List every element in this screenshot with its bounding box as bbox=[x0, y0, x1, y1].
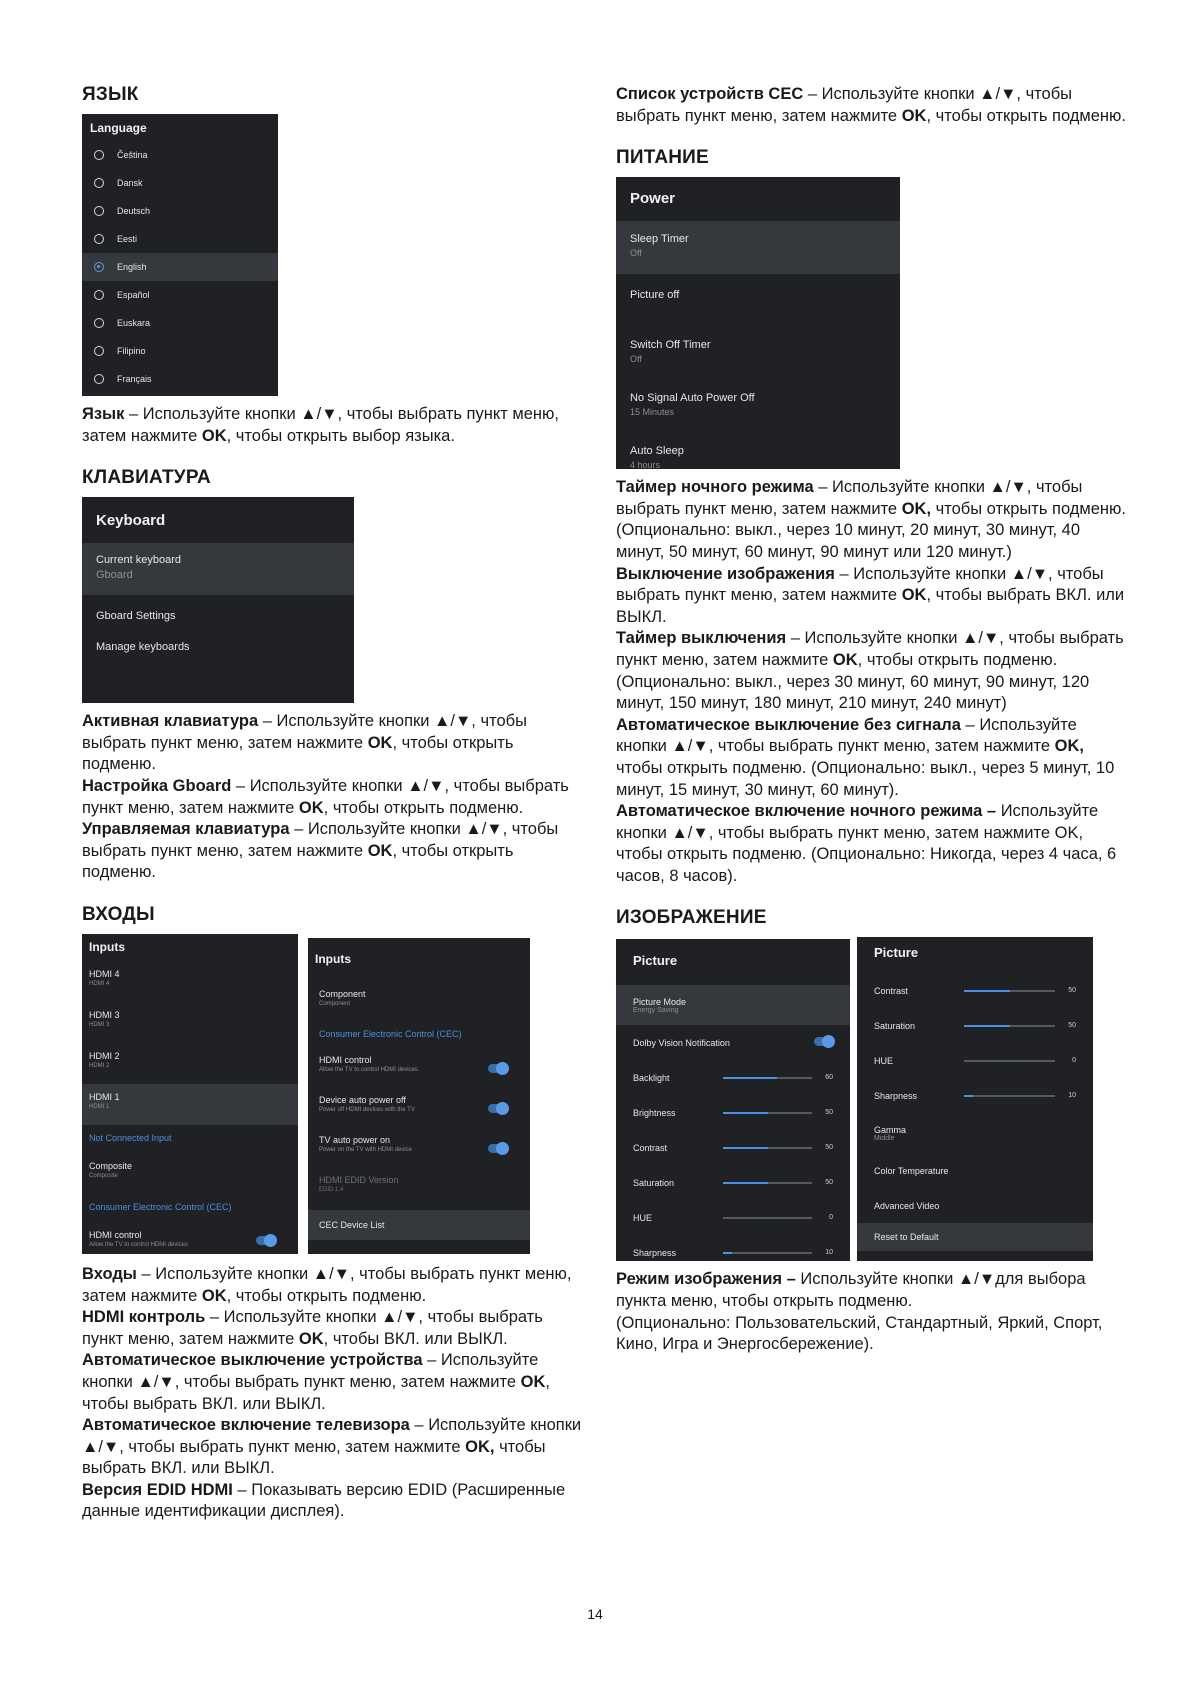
slider-track[interactable] bbox=[723, 1077, 812, 1079]
item-sub: Allow the TV to control HDMI devices bbox=[319, 1066, 418, 1073]
language-option[interactable] bbox=[82, 225, 278, 253]
slider-label: Contrast bbox=[874, 985, 909, 996]
item-sub: Off bbox=[630, 248, 642, 259]
slider-value: 10 bbox=[1068, 1092, 1076, 1100]
keyboard-heading: КЛАВИАТУРА bbox=[82, 467, 211, 489]
reset-default-row[interactable] bbox=[857, 1223, 1093, 1251]
ok-key: OK, bbox=[901, 499, 932, 518]
item-sub: EDID 1.4 bbox=[319, 1186, 344, 1193]
keyboard-section bbox=[82, 467, 582, 884]
term: HDMI контроль bbox=[82, 1308, 206, 1327]
ok-key: OK bbox=[901, 106, 927, 125]
inputs-panel-1 bbox=[82, 934, 298, 1254]
item-label: Dolby Vision Notification bbox=[633, 1037, 730, 1048]
radio-icon bbox=[94, 346, 104, 356]
slider-row[interactable] bbox=[616, 1130, 850, 1165]
text: , чтобы открыть подменю. bbox=[82, 841, 514, 882]
slider-label: Backlight bbox=[633, 1072, 670, 1083]
language-label: Eesti bbox=[117, 234, 138, 244]
radio-icon bbox=[94, 290, 104, 300]
text: , чтобы открыть подменю. bbox=[82, 733, 514, 774]
term: Выключение изображения bbox=[616, 564, 835, 583]
text: , чтобы открыть выбор языка. bbox=[226, 426, 455, 445]
power-item[interactable] bbox=[616, 380, 900, 433]
text: – Используйте кнопки ▲/▼, чтобы выбрать пункт меню, затем нажмите bbox=[82, 1308, 543, 1348]
cec-section bbox=[82, 1194, 298, 1222]
power-panel-title: Power bbox=[630, 190, 676, 208]
input-composite[interactable] bbox=[82, 1153, 298, 1194]
language-label: Español bbox=[117, 290, 150, 300]
keyboard-item-current[interactable] bbox=[82, 543, 354, 595]
term: Язык bbox=[82, 405, 125, 423]
term: Версия EDID HDMI bbox=[82, 1480, 233, 1499]
power-item[interactable] bbox=[616, 327, 900, 380]
text: Используйте кнопки ▲/▼для выбора пункта меню, чтобы открыть подменю. bbox=[616, 1270, 1086, 1311]
text: – Используйте кнопки ▲/▼, чтобы выбрать пункт меню, затем нажмите bbox=[82, 712, 527, 752]
item-sub: Composite bbox=[89, 1172, 118, 1179]
device-auto-off-desc bbox=[82, 1350, 582, 1415]
language-option[interactable] bbox=[82, 197, 278, 225]
term: Входы bbox=[82, 1264, 137, 1283]
auto-sleep-desc bbox=[616, 801, 1126, 887]
item-label: Picture Mode bbox=[633, 996, 687, 1007]
item-label: CEC Device List bbox=[319, 1219, 385, 1230]
toggle-switch[interactable] bbox=[488, 1104, 506, 1113]
switch-off-timer-desc bbox=[616, 628, 1126, 671]
term: Автоматическое включение телевизора bbox=[82, 1416, 410, 1435]
language-option[interactable] bbox=[82, 141, 278, 169]
item-label: HDMI 2 bbox=[89, 1050, 120, 1061]
item-label: Sleep Timer bbox=[630, 233, 689, 246]
ok-key: OK bbox=[901, 586, 927, 605]
power-panel bbox=[616, 177, 900, 469]
slider-label: HUE bbox=[874, 1055, 894, 1066]
item-label: HDMI EDID Version bbox=[319, 1174, 399, 1185]
picture-panel-1 bbox=[616, 939, 850, 1261]
slider-track[interactable] bbox=[723, 1112, 812, 1114]
cec-device-list-row[interactable] bbox=[308, 1210, 530, 1240]
language-option[interactable] bbox=[82, 309, 278, 337]
slider-fill bbox=[723, 1147, 768, 1149]
item-label: Auto Sleep bbox=[630, 445, 684, 458]
section-label: Not Connected Input bbox=[89, 1132, 172, 1143]
picture-section bbox=[616, 907, 1126, 1355]
term: Автоматическое выключение без сигнала bbox=[616, 715, 961, 734]
text: , чтобы открыть подменю. bbox=[926, 106, 1126, 125]
slider-value: 50 bbox=[825, 1179, 833, 1187]
power-item[interactable] bbox=[616, 274, 900, 327]
keyboard-desc-active bbox=[82, 711, 582, 776]
item-label: Component bbox=[319, 988, 366, 999]
item-sub: Allow the TV to control HDMI devices bbox=[89, 1241, 188, 1248]
ok-key: OK bbox=[201, 426, 227, 445]
radio-icon bbox=[94, 178, 104, 188]
language-option[interactable] bbox=[82, 365, 278, 393]
toggle-switch[interactable] bbox=[488, 1144, 506, 1153]
item-label: Gamma bbox=[874, 1124, 907, 1135]
item-label: HDMI 3 bbox=[89, 1009, 120, 1020]
slider-track[interactable] bbox=[723, 1252, 812, 1254]
section-label: Consumer Electronic Control (CEC) bbox=[89, 1201, 232, 1212]
sleep-timer-options: (Опционально: выкл., через 10 минут, 20 минут, 30 минут, 40 минут, 50 минут, 60 минут, 90 минут или 120 минут.) bbox=[616, 521, 1081, 561]
item-label: Current keyboard bbox=[96, 554, 181, 567]
slider-track[interactable] bbox=[964, 1095, 1055, 1097]
toggle-switch[interactable] bbox=[488, 1064, 506, 1073]
language-option[interactable] bbox=[82, 281, 278, 309]
picture-mode-desc bbox=[616, 1269, 1126, 1312]
sleep-timer-desc bbox=[616, 477, 1126, 520]
ok-key: OK, bbox=[465, 1437, 495, 1456]
text: , чтобы открыть подменю. bbox=[857, 650, 1058, 669]
term: Таймер выключения bbox=[616, 629, 787, 648]
slider-row[interactable] bbox=[616, 1200, 850, 1235]
language-label: Euskara bbox=[117, 318, 151, 328]
slider-row[interactable] bbox=[616, 1095, 850, 1130]
language-label: Dansk bbox=[117, 178, 143, 188]
term: Автоматическое включение ночного режима – bbox=[616, 802, 997, 821]
color-temperature-row[interactable] bbox=[857, 1153, 1093, 1188]
slider-track[interactable] bbox=[964, 1060, 1055, 1062]
picture-heading: ИЗОБРАЖЕНИЕ bbox=[616, 907, 767, 929]
text: чтобы открыть подменю. bbox=[931, 499, 1127, 518]
cec-list-desc bbox=[616, 84, 1126, 127]
toggle-switch[interactable] bbox=[814, 1037, 832, 1046]
item-label: Switch Off Timer bbox=[630, 339, 711, 352]
switch-off-timer-options: (Опционально: выкл., через 30 минут, 60 минут, 90 минут, 120 минут, 150 минут, 180 минут, 210 минут, 240 минут) bbox=[616, 672, 1090, 713]
picture-mode-row[interactable] bbox=[616, 985, 850, 1025]
advanced-video-row[interactable] bbox=[857, 1188, 1093, 1223]
slider-row[interactable] bbox=[857, 1043, 1093, 1078]
item-sub: Power off HDMI devices with the TV bbox=[319, 1106, 415, 1113]
power-item[interactable] bbox=[616, 433, 900, 469]
ok-key: OK bbox=[367, 841, 393, 860]
picture-off-desc bbox=[616, 564, 1126, 629]
language-label: Čeština bbox=[117, 150, 148, 160]
input-hdmi-2[interactable] bbox=[82, 1043, 298, 1084]
language-label: Deutsch bbox=[117, 206, 151, 216]
keyboard-item-gboard-settings[interactable] bbox=[82, 595, 354, 634]
language-option[interactable] bbox=[82, 337, 278, 365]
item-sub: 4 hours bbox=[630, 460, 661, 470]
term: Режим изображения – bbox=[616, 1270, 796, 1289]
slider-track[interactable] bbox=[723, 1147, 812, 1149]
slider-fill bbox=[723, 1112, 768, 1114]
radio-icon bbox=[94, 150, 104, 160]
slider-row[interactable] bbox=[616, 1165, 850, 1200]
slider-track[interactable] bbox=[964, 1025, 1055, 1027]
dolby-vision-row[interactable] bbox=[616, 1025, 850, 1060]
gamma-row[interactable] bbox=[857, 1113, 1093, 1153]
slider-fill bbox=[964, 1095, 973, 1097]
radio-icon bbox=[94, 318, 104, 328]
slider-value: 50 bbox=[825, 1109, 833, 1117]
slider-fill bbox=[964, 990, 1010, 992]
text: , чтобы открыть подменю. bbox=[323, 798, 524, 817]
tv-auto-on-desc bbox=[82, 1415, 582, 1480]
keyboard-desc-managed bbox=[82, 819, 582, 884]
radio-icon bbox=[94, 374, 104, 384]
tv-auto-power-on-row[interactable] bbox=[308, 1130, 530, 1170]
radio-icon bbox=[94, 234, 104, 244]
text: – Используйте кнопки ▲/▼, чтобы выбрать пункт меню, затем нажмите bbox=[616, 715, 1077, 756]
text: – Используйте кнопки ▲/▼, чтобы выбрать пункт меню, затем нажмите bbox=[616, 85, 1073, 125]
ok-key: OK, bbox=[1054, 737, 1084, 756]
slider-label: Brightness bbox=[633, 1107, 676, 1118]
language-list bbox=[82, 141, 278, 393]
text: – Используйте кнопки ▲/▼, чтобы выбрать пункт меню, затем нажмите bbox=[616, 564, 1104, 605]
text: – Используйте кнопки ▲/▼, чтобы выбрать пункт меню, затем нажмите bbox=[82, 1351, 539, 1391]
item-label: Manage keyboards bbox=[96, 641, 190, 654]
text: чтобы выбрать ВКЛ. или ВЫКЛ. bbox=[82, 1437, 546, 1478]
slider-label: Sharpness bbox=[633, 1247, 677, 1258]
cec-section bbox=[308, 1024, 530, 1050]
slider-value: 50 bbox=[1068, 987, 1076, 995]
language-option[interactable] bbox=[82, 253, 278, 281]
left-column bbox=[82, 84, 582, 1543]
input-hdmi-4[interactable] bbox=[82, 961, 298, 1002]
text: , чтобы выбрать ВКЛ. или ВЫКЛ. bbox=[82, 1372, 550, 1413]
language-option[interactable] bbox=[82, 169, 278, 197]
ok-key: OK bbox=[367, 733, 393, 752]
inputs-panel-title: Inputs bbox=[315, 951, 351, 966]
text: – Используйте кнопки ▲/▼, чтобы выбрать пункт меню, затем нажмите bbox=[82, 405, 559, 445]
right-column bbox=[616, 84, 1126, 1376]
ok-key: OK bbox=[298, 1329, 324, 1348]
item-sub: HDMI 3 bbox=[89, 1021, 110, 1028]
text: – Используйте кнопки ▲/▼, чтобы выбрать пункт меню, затем нажмите bbox=[82, 820, 559, 860]
item-label: Advanced Video bbox=[874, 1200, 940, 1211]
slider-fill bbox=[723, 1252, 732, 1254]
power-item[interactable] bbox=[616, 221, 900, 274]
item-label: Device auto power off bbox=[319, 1094, 406, 1105]
slider-track[interactable] bbox=[723, 1217, 812, 1219]
slider-value: 50 bbox=[825, 1144, 833, 1152]
inputs-section bbox=[82, 904, 582, 1523]
not-connected-section bbox=[82, 1125, 298, 1153]
picture-panels bbox=[616, 937, 1126, 1261]
item-sub: HDMI 1 bbox=[89, 1103, 110, 1110]
text: , чтобы ВКЛ. или ВЫКЛ. bbox=[323, 1329, 508, 1348]
device-auto-power-off-row[interactable] bbox=[308, 1090, 530, 1130]
picture-sliders bbox=[616, 1060, 850, 1261]
language-panel bbox=[82, 114, 278, 396]
keyboard-item-manage[interactable] bbox=[82, 634, 354, 665]
inputs-panel-2 bbox=[308, 938, 530, 1254]
keyboard-panel bbox=[82, 497, 354, 703]
item-label: HDMI 4 bbox=[89, 968, 120, 979]
cec-list-section bbox=[616, 84, 1126, 127]
text: Используйте кнопки ▲/▼, чтобы выбрать пункт меню, затем нажмите OK, чтобы открыть подменю. (Опционально: Никогда, через 4 часа, 6 часов, 8 часов). bbox=[616, 802, 1117, 885]
slider-label: Saturation bbox=[874, 1020, 916, 1031]
inputs-panel-title: Inputs bbox=[89, 939, 125, 954]
keyboard-panel-title: Keyboard bbox=[96, 512, 166, 530]
slider-label: Saturation bbox=[633, 1177, 675, 1188]
ok-key: OK bbox=[201, 1286, 227, 1305]
picture-mode-options: (Опционально: Пользовательский, Стандартный, Яркий, Спорт, Кино, Игра и Энергосбережение). bbox=[616, 1313, 1103, 1354]
item-label: Reset to Default bbox=[874, 1232, 939, 1243]
term: Настройка Gboard bbox=[82, 776, 232, 795]
picture-panel-2 bbox=[857, 937, 1093, 1261]
item-label: TV auto power on bbox=[319, 1134, 391, 1145]
slider-track[interactable] bbox=[964, 990, 1055, 992]
picture-panel-title: Picture bbox=[874, 945, 919, 961]
item-sub: Energy Saving bbox=[633, 1006, 679, 1014]
text: – Используйте кнопки ▲/▼, чтобы выбрать пункт меню, затем нажмите bbox=[82, 1416, 582, 1456]
slider-value: 10 bbox=[825, 1249, 833, 1257]
radio-icon bbox=[94, 262, 104, 272]
slider-value: 50 bbox=[1068, 1022, 1076, 1030]
item-sub: 15 Minutes bbox=[630, 407, 675, 418]
input-hdmi-control[interactable] bbox=[82, 1222, 298, 1254]
item-label: Picture off bbox=[630, 289, 680, 302]
slider-row[interactable] bbox=[857, 973, 1093, 1008]
no-signal-desc bbox=[616, 715, 1126, 801]
language-section bbox=[82, 84, 582, 447]
power-list bbox=[616, 221, 900, 469]
ok-key: OK bbox=[298, 798, 324, 817]
section-label: Consumer Electronic Control (CEC) bbox=[319, 1028, 462, 1039]
hdmi-control-row[interactable] bbox=[308, 1050, 530, 1090]
text: – Показывать версию EDID (Расширенные данные идентификации дисплея). bbox=[82, 1480, 566, 1521]
slider-fill bbox=[723, 1182, 768, 1184]
inputs-heading: ВХОДЫ bbox=[82, 903, 155, 925]
item-sub: Off bbox=[630, 354, 642, 365]
picture-sliders bbox=[857, 973, 1093, 1113]
radio-icon bbox=[94, 206, 104, 216]
item-label: Composite bbox=[89, 1160, 133, 1171]
input-component[interactable] bbox=[308, 984, 530, 1024]
item-label: Color Temperature bbox=[874, 1165, 949, 1176]
item-label: HDMI control bbox=[319, 1054, 372, 1065]
text: – Используйте кнопки ▲/▼, чтобы выбрать пункт меню, затем нажмите bbox=[82, 776, 569, 817]
slider-label: HUE bbox=[633, 1212, 653, 1223]
text: , чтобы выбрать ВКЛ. или ВЫКЛ. bbox=[616, 586, 1125, 626]
slider-label: Contrast bbox=[633, 1142, 668, 1153]
text: – Используйте кнопки ▲/▼, чтобы выбрать пункт меню, затем нажмите bbox=[616, 478, 1083, 518]
slider-row[interactable] bbox=[616, 1235, 850, 1261]
picture-panel-title: Picture bbox=[633, 953, 678, 969]
term: Таймер ночного режима bbox=[616, 478, 814, 497]
ok-key: OK bbox=[520, 1372, 546, 1391]
slider-track[interactable] bbox=[723, 1182, 812, 1184]
text: – Используйте кнопки ▲/▼, чтобы выбрать пункт меню, затем нажмите bbox=[616, 629, 1124, 669]
slider-fill bbox=[723, 1077, 777, 1079]
page-number: 14 bbox=[587, 1606, 603, 1622]
hdmi-control-desc bbox=[82, 1307, 582, 1350]
item-label: HDMI 1 bbox=[89, 1091, 120, 1102]
keyboard-desc-gboard bbox=[82, 776, 582, 819]
language-panel-title: Language bbox=[90, 121, 147, 135]
slider-label: Sharpness bbox=[874, 1090, 918, 1101]
power-heading: ПИТАНИЕ bbox=[616, 147, 709, 169]
slider-value: 0 bbox=[829, 1214, 833, 1222]
language-heading: ЯЗЫК bbox=[82, 84, 139, 105]
language-label: Français bbox=[117, 374, 152, 384]
language-label: English bbox=[117, 262, 147, 272]
term: Список устройств CEC bbox=[616, 85, 804, 103]
item-sub: Gboard bbox=[96, 569, 133, 582]
term: Активная клавиатура bbox=[82, 712, 259, 731]
edid-desc bbox=[82, 1480, 582, 1523]
language-label: Filipino bbox=[117, 346, 146, 356]
item-label: No Signal Auto Power Off bbox=[630, 392, 755, 405]
text: чтобы открыть подменю. (Опционально: выкл., через 5 минут, 10 минут, 15 минут, 30 минут, 60 минут). bbox=[616, 758, 1115, 799]
ok-key: OK bbox=[832, 650, 858, 669]
slider-row[interactable] bbox=[857, 1078, 1093, 1113]
input-hdmi-3[interactable] bbox=[82, 1002, 298, 1043]
slider-fill bbox=[964, 1025, 1010, 1027]
item-sub: Power on the TV with HDMI device bbox=[319, 1146, 412, 1153]
term: Автоматическое выключение устройства bbox=[82, 1351, 423, 1370]
slider-row[interactable] bbox=[857, 1008, 1093, 1043]
language-description bbox=[82, 404, 582, 447]
term: Управляемая клавиатура bbox=[82, 820, 290, 839]
text: – Используйте кнопки ▲/▼, чтобы выбрать пункт меню, затем нажмите bbox=[82, 1264, 572, 1305]
slider-value: 60 bbox=[825, 1074, 833, 1082]
item-sub: HDMI 2 bbox=[89, 1062, 110, 1069]
inputs-desc bbox=[82, 1264, 582, 1307]
item-sub: Component bbox=[319, 1000, 351, 1007]
inputs-panels bbox=[82, 934, 582, 1256]
toggle-switch[interactable] bbox=[256, 1236, 274, 1245]
text: , чтобы открыть подменю. bbox=[226, 1286, 427, 1305]
item-label: HDMI control bbox=[89, 1229, 142, 1240]
input-hdmi-1[interactable] bbox=[82, 1084, 298, 1125]
power-section bbox=[616, 147, 1126, 887]
slider-row[interactable] bbox=[616, 1060, 850, 1095]
hdmi-edid-version-row bbox=[308, 1170, 530, 1210]
item-label: Gboard Settings bbox=[96, 610, 176, 623]
item-sub: Middle bbox=[874, 1134, 895, 1142]
item-sub: HDMI 4 bbox=[89, 980, 110, 987]
slider-value: 0 bbox=[1072, 1057, 1076, 1065]
